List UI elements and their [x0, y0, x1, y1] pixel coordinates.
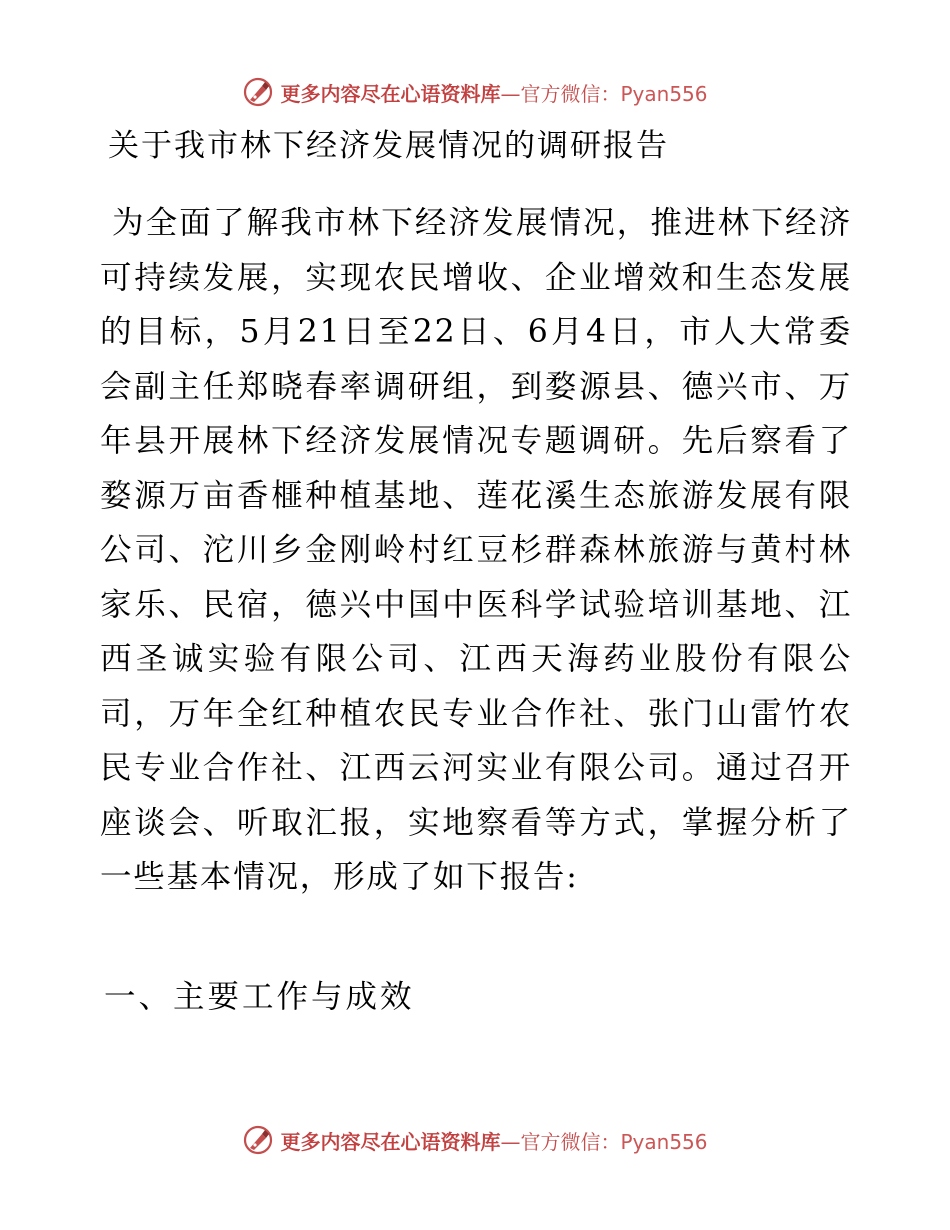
watermark-text	[280, 78, 707, 107]
watermark-wechat-id: Pyan556	[620, 81, 708, 106]
watermark-wechat-id: Pyan556	[620, 1129, 708, 1154]
watermark-main-text: 更多内容尽在心语资料库	[280, 81, 501, 106]
body-paragraph: 为全面了解我市林下经济发展情况，推进林下经济可持续发展，实现农民增收、企业增效和生态发展的目标，5月21日至22日、6月4日，市人大常委会副主任郑晓春率调研组，到婺源县、德兴市、万年县开展林下经济发展情况专题调研。先后察看了婺源万亩香榧种植基地、莲花溪生态旅游发展有限公司、沱川乡金刚岭村红豆杉群森林旅游与黄村林家乐、民宿，德兴中国中医科学试验培训基地、江西圣诚实验有限公司、江西天海药业股份有限公司，万年全红种植农民专业合作社、张门山雷竹农民专业合作社、江西云河实业有限公司。通过召开座谈会、听取汇报，实地察看等方式，掌握分析了一些基本情况，形成了如下报告:	[100, 205, 852, 895]
pen-nib-logo-icon	[242, 76, 274, 108]
watermark-label: 官方微信：	[520, 1129, 621, 1154]
section-heading: 一、主要工作与成效	[104, 979, 415, 1015]
document-title: 关于我市林下经济发展情况的调研报告	[108, 128, 669, 164]
pen-nib-logo-icon	[242, 1124, 274, 1156]
watermark-separator: —	[500, 81, 521, 106]
document-body	[100, 196, 852, 905]
watermark-separator: —	[500, 1129, 521, 1154]
watermark-text	[280, 1126, 707, 1155]
footer-watermark	[0, 1118, 950, 1162]
watermark-main-text: 更多内容尽在心语资料库	[280, 1129, 501, 1154]
header-watermark	[0, 70, 950, 114]
watermark-label: 官方微信：	[520, 81, 621, 106]
